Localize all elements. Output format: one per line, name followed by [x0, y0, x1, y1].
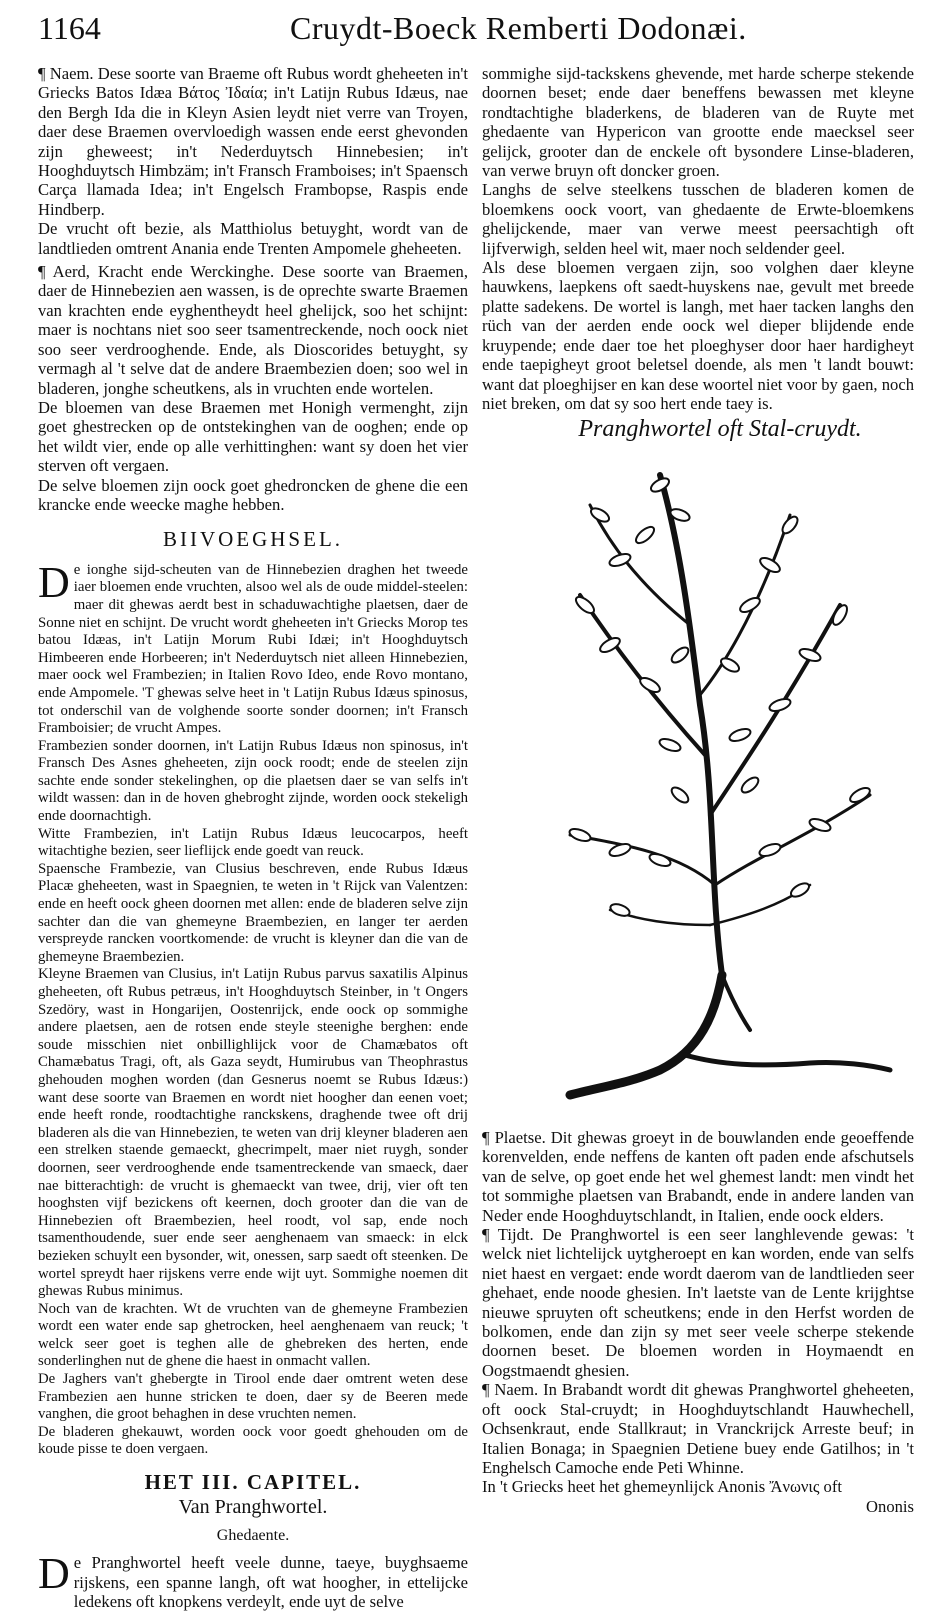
tijdt-paragraph: ¶ Tijdt. De Pranghwortel is een seer langhlevende gewas: 't welck niet lichtelijck uytgheroept en kan worden, ende van selfs niet haest en vergaet: ende wordt daerom van de landtlieden seer ghehaet, ende noode ghesien. In't laetste van de Lente krijghtse nieuwe spruyten oft scheutkens; ende in den Herfst worden de bolkomen, ende dan zijn sy met seer veele scherpe stekende doornen beset. De bloemen worden in Hoymaendt en Oogstmaendt ghesien.	[482, 1225, 914, 1380]
chapter-paragraph-1: De Pranghwortel heeft veele dunne, taeye, buyghsaeme rijskens, een spanne langh, oft wat hoogher, in ettelijcke ledekens oft knopkens verdeylt, ende uyt de selve	[38, 1549, 468, 1611]
chapter-subhead: Ghedaente.	[216, 1526, 290, 1544]
page-header	[0, 8, 950, 48]
bijvoeghsel-paragraph-4: Spaensche Frambezie, van Clusius beschreven, ende Rubus Idæus Placæ gheheeten, wast in Spaegnien, te weten in 't Rijck van Valentzen: ende en heeft oock gheen doornen met allen: ende de bladeren selve zijn sachter dan die van ghemeyne Braembezien, en langer ter aerden verspreyde rancken voortkomende: de vrucht is kleyner dan die van de ghemeyne Braembezien.	[38, 860, 468, 965]
plant-woodcut-illustration	[510, 455, 910, 1115]
plaetse-paragraph: ¶ Plaetse. Dit ghewas groeyt in de bouwlanden ende geoeffende korenvelden, ende neffens de kanten oft paden ende afschutsels van de selve, op goet ende het wel ghemest landt: men vindt het tot sommighe plaetsen van Brabandt, ende in andere landen van Neder ende Hooghduytschlandt, in Italien, ende oock elders.	[482, 1128, 914, 1225]
right-column-lower	[482, 1128, 914, 1516]
left-column	[38, 64, 468, 1611]
bijvoeghsel-paragraph-7: De Jaghers van't ghebergte in Tirool ende daer omtrent weten dese Frambezien aen hunne stricken te doen, daer sy de Beeren mede vanghen, die groot behaghen in dese vruchten nemen.	[38, 1371, 468, 1423]
bijvoeghsel-paragraph-6: Noch van de krachten. Wt de vruchten van de ghemeyne Frambezien wordt een water ende sap ghetrocken, heel aenghenaem van reuck; 't welck seer goet is teghen alle de ghebreken des herten, ende sonderlinghen nut de ghene die haest in onmacht vallen.	[38, 1300, 468, 1370]
naem-paragraph: ¶ Naem. Dese soorte van Braeme oft Rubus wordt gheheeten in't Griecks Batos Idæa Βάτος Ἰδαία; in't Latijn Rubus Idæus, nae den Bergh Ida die in Kleyn Asien leydt niet verre van Troyen, daer dese Braemen overvloedigh wassen ende eerst ghevonden zijn gheweest; in't Nederduytsch Hinnebesien; in't Hooghduytsch Himbzäm; in't Fransch Framboises; in't Spaensch Carça llamada Idea; in't Engelsch Frambopse, Raspis ende Hindberp.	[38, 64, 468, 219]
catchword: Ononis	[866, 1496, 914, 1516]
bijvoeghsel-paragraph-5: Kleyne Braemen van Clusius, in't Latijn Rubus parvus saxatilis Alpinus gheheeten, oft Rubus petræus, in't Hooghduytsch Steinber, in 't Ongers Szedöry, wast in Hongarijen, Oostenrijck, ende oock op sommighe andere plaetsen, aen de rotsen ende steyle steenighe berghen: ende soude misschien niet onbillighlijck voor de Chamæbatos oft Chamæbatus Tragi, oft, als Gaza seydt, Humirubus van Theophrastus ghehouden moghen worden (dan Gesnerus noemt se Rubus Idæus:) want dese soorte van Braemen en wordt niet hoogher dan eenen voet; ende heeft ronde, roodtachtighe ranckskens, draghende twee oft drij bladeren als die van Hinnebezien, te weten van drij kleyner bladeren aen een strelken staende gemaeckt, ghecrimpelt, maer niet ruygh, sonder doornen, seer verdrooghende ende tsamentreckende van smaeck, daer nae bitterachtigh: de vrucht is ghemaeckt van twee, drij, vier oft ten hooghsten vijf bezickens oft keernen, doch grooter dan die van de Hinnebezien oft Braembezien, heel roodt, vol sap, ende noch tsamenthoudende, suer ende seer aenghenaem van smaeck: in elck bezieken schuylt een bysonder, wit, onessen, sarp saedt oft steenken. De wortel spreydt haer rijskens verre ende wijt uyt. Sommighe noemen dit ghewas Rubus minimus.	[38, 966, 468, 1300]
plate-title: Pranghwortel oft Stal-cruydt.	[578, 416, 862, 442]
chapter-heading: HET III. CAPITEL.	[144, 1470, 362, 1495]
grieks-line: In 't Griecks heet het ghemeynlijck Anonis Ἄνωνις oft	[482, 1477, 842, 1497]
bijvoeghsel-paragraph-8: De bladeren ghekauwt, worden oock voor goedt ghehouden om de koude pisse te doen vergaen.	[38, 1423, 468, 1458]
page-number: 1164	[38, 10, 101, 46]
naem-paragraph-right: ¶ Naem. In Brabandt wordt dit ghewas Pranghwortel gheheeten, oft oock Stal-cruydt; in Hooghduytschlandt Hauwhechell, Ochsenkraut, ende Stallkraut; in Vranckrijck Arreste beuf; in Italien Bonaga; in Spaegnien Detiene buey ende Gatilhos; in 't Enghelsch Camoche ende Peti Whinne.	[482, 1380, 914, 1477]
bijvoeghsel-paragraph-2: Frambezien sonder doornen, in't Latijn Rubus Idæus non spinosus, in't Fransch Des Asnes gheheeten, zijn oock roodt; ende de steelen zijn sachte ende sonder stekelinghen, op die plaetsen daer se van selfs in't wildt wassen: dan in de hoven ghebroght zijnde, worden oock stekeligh ende doornachtigh.	[38, 737, 468, 825]
right-column-upper	[482, 64, 914, 413]
aerd-paragraph: ¶ Aerd, Kracht ende Werckinghe. Dese soorte van Braemen, daer de Hinnebezien aen wassen, is de oprechte swarte Braemen van krachten ende eyghentheydt heel ghelijck, soo het schijnt: maer is nochtans niet soo seer tsamentreckende, noch oock niet soo seer verdrooghende. Ende, als Dioscorides betuyght, sy vermagh al 't selve dat de andere Braembezien doen; soo wel in bladeren, jonghe scheutkens, als in vruchten ende wortelen.	[38, 262, 468, 398]
bloemen-paragraph-2: De selve bloemen zijn oock goet ghedroncken de ghene die een krancke ende weecke maghe hebben.	[38, 475, 468, 514]
bijvoeghsel-paragraph-3: Witte Frambezien, in't Latijn Rubus Idæus leucocarpos, heeft witachtighe bezien, seer lieflijck ende goedt van reuck.	[38, 825, 468, 860]
description-paragraph-1: sommighe sijd-tackskens ghevende, met harde scherpe stekende doornen beset; ende daer beneffens bewassen met kleyne rondtachtighe bladerkens, de bladeren van de Ruyte met ghedaente van Hypericon van grootte ende maecksel seer gelijck, grooter dan de enckele oft bysondere Linse-bladeren, van verwe bruyn oft doncker groen.	[482, 64, 914, 181]
bijvoeghsel-section	[38, 557, 468, 1459]
description-paragraph-2: Langhs de selve steelkens tusschen de bladeren komen de bloemkens oock voort, van ghedaente de Erwte-bloemkens ghelijckende, maer van verwe meest peersachtigh oft lijfverwigh, selden heel wit, maer noch seldender geel.	[482, 180, 914, 258]
running-title: Cruydt-Boeck Remberti Dodonæi.	[290, 10, 747, 46]
description-paragraph-3: Als dese bloemen vergaen zijn, soo volghen daer kleyne hauwkens, laepkens oft saedt-huyskens nae, gevult met breede platte sadekens. De wortel is langh, met haer tacken langhs den rüch van der aerden ende oock wel dieper blijdende ende kruypende; ende daer toe het ploeghyser door haer hardigheyt ende taepigheyt groot beletsel doende, als men 't landt bouwt: want dat ploeghijser en kan dese woortel niet voor by gaen, noch niet breken, om dat sy soo hert ende taey is.	[482, 258, 914, 413]
bijvoeghsel-heading: BIIVOEGHSEL.	[162, 527, 344, 552]
bloemen-paragraph: De bloemen van dese Braemen met Honigh vermenght, zijn goet ghestrecken op de ontstekinghen van de ooghen; ende op het wildt vier, ende op alle verhittinghen: want sy doen het vier sterven oft vergaen.	[38, 397, 468, 476]
chapter-title: Van Pranghwortel.	[178, 1496, 328, 1519]
vrucht-paragraph: De vrucht oft bezie, als Matthiolus betuyght, wordt van de landtlieden omtrent Anania ende Trenten Ampomele gheheeten.	[38, 219, 468, 258]
bijvoeghsel-paragraph-1: De ionghe sijd-scheuten van de Hinnebezien draghen het tweede iaer bloemen ende vruchten, alsoo wel als de oude middel-steelen: maer dit ghewas aerdt best in schaduwachtighe plaetsen, daer de Sonne niet en schijnt. De vrucht wordt gheheeten in't Griecks Morop tes batou Idæas, in't Latijn Morum Rubi Idæi; in't Hooghduytsch Himbeeren ende Horbeeren; in't Nederduytsch niet alleen Hinnebezien, maer oock wel Frambezien; in Italien Rovo Ideo, ende Rovo montano, ende Ampomele. 'T ghewas selve heet in 't Latijn Rubus Idæus spinosus, tot onderschil van de volghende soorte sonder doornen; in't Fransch Framboisier; de vrucht Ampes.	[38, 557, 468, 737]
